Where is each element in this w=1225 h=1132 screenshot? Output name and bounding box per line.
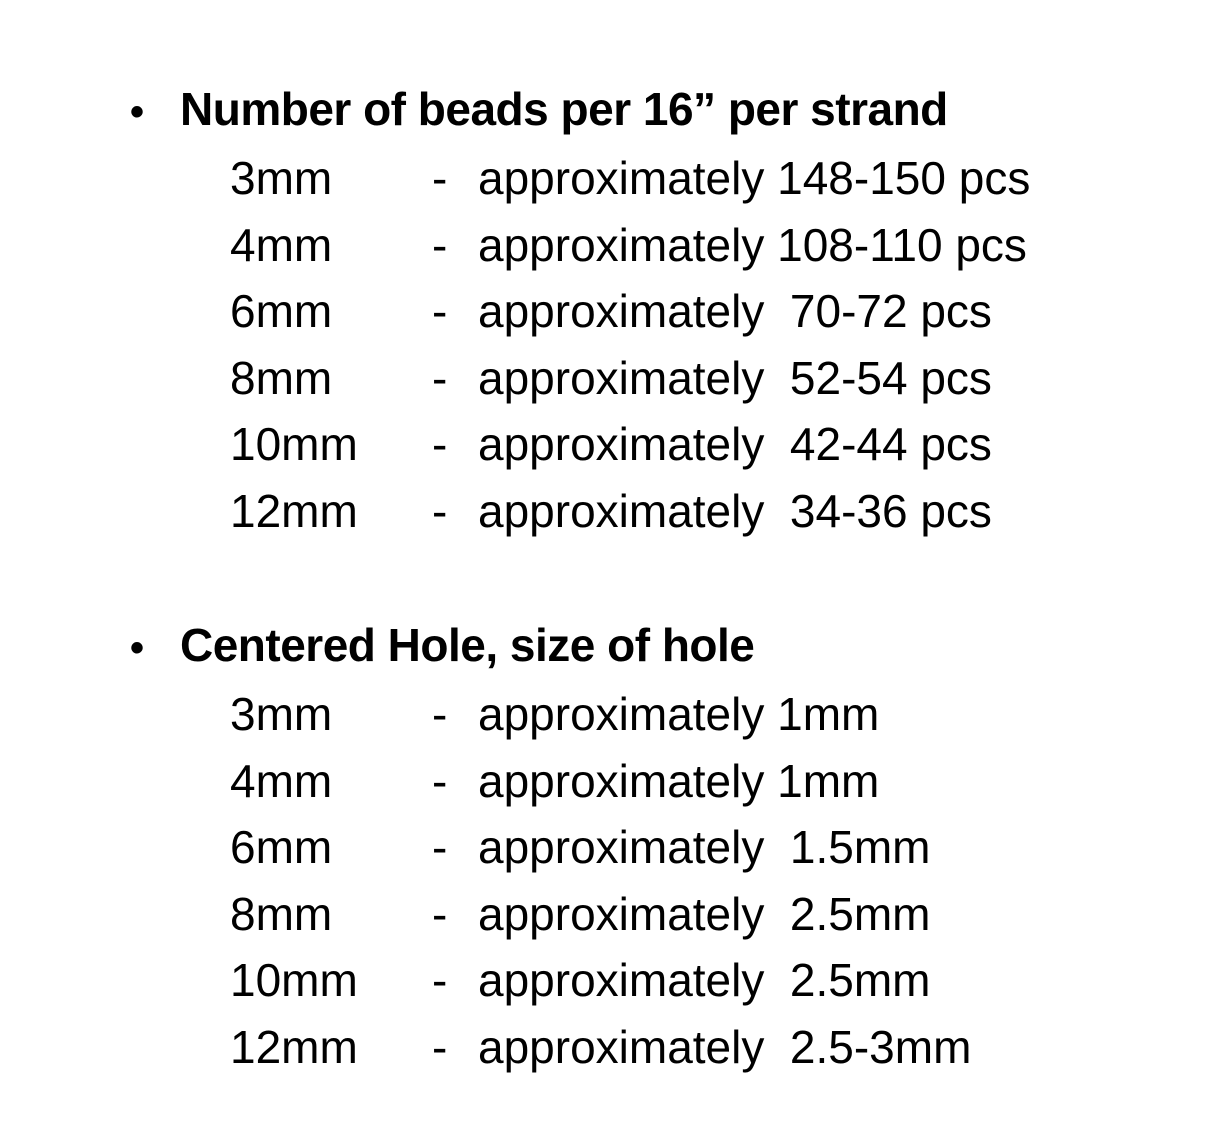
value-cell: approximately 2.5mm (478, 954, 931, 1006)
value-cell: approximately 52-54 pcs (478, 351, 992, 404)
value-cell: approximately 1mm (478, 688, 880, 740)
dash-separator: - (432, 418, 448, 470)
bead-size-cell: 8mm (230, 351, 333, 404)
bead-size-cell: 3mm (230, 688, 333, 740)
table-row (230, 681, 1225, 748)
table-row (230, 881, 1225, 948)
bead-size-cell: 12mm (230, 1020, 358, 1073)
dash-separator: - (432, 887, 448, 940)
table-row (230, 748, 1225, 815)
dash-separator: - (432, 351, 448, 404)
table-row (230, 478, 1225, 545)
bead-size-cell: 3mm (230, 152, 333, 204)
table-row (230, 145, 1225, 212)
hole-rows (230, 681, 1225, 1080)
table-row (230, 1014, 1225, 1081)
dash-separator: - (432, 1020, 448, 1073)
bead-size-cell: 6mm (230, 285, 333, 337)
dash-separator: - (432, 218, 448, 271)
bead-size-cell: 10mm (230, 418, 358, 470)
value-cell: approximately 1mm (478, 754, 880, 807)
value-cell: approximately 34-36 pcs (478, 484, 992, 537)
bead-size-cell: 4mm (230, 218, 333, 271)
bead-size-cell: 8mm (230, 887, 333, 940)
value-cell: approximately 108-110 pcs (478, 218, 1027, 271)
value-cell: approximately 1.5mm (478, 821, 931, 873)
value-cell: approximately 148-150 pcs (478, 152, 1031, 204)
value-cell: approximately 2.5-3mm (478, 1020, 972, 1073)
bead-size-cell: 12mm (230, 484, 358, 537)
section-heading-line (130, 612, 1225, 681)
dash-separator: - (432, 152, 448, 204)
dash-separator: - (432, 688, 448, 740)
table-row (230, 814, 1225, 881)
section-centered-hole (130, 612, 1225, 1080)
table-row (230, 278, 1225, 345)
value-cell: approximately 2.5mm (478, 887, 931, 940)
bullet-icon: • (130, 90, 145, 134)
bead-size-cell: 6mm (230, 821, 333, 873)
beads-rows (230, 145, 1225, 544)
section-heading: Centered Hole, size of hole (180, 619, 755, 671)
section-heading: Number of beads per 16” per strand (180, 83, 948, 135)
table-row (230, 947, 1225, 1014)
table-row (230, 212, 1225, 279)
dash-separator: - (432, 821, 448, 873)
dash-separator: - (432, 484, 448, 537)
value-cell: approximately 70-72 pcs (478, 285, 992, 337)
section-beads-per-strand (130, 76, 1225, 544)
bead-size-cell: 10mm (230, 954, 358, 1006)
value-cell: approximately 42-44 pcs (478, 418, 992, 470)
section-heading-line (130, 76, 1225, 145)
dash-separator: - (432, 954, 448, 1006)
bullet-icon: • (130, 626, 145, 670)
bead-size-cell: 4mm (230, 754, 333, 807)
dash-separator: - (432, 754, 448, 807)
table-row (230, 411, 1225, 478)
dash-separator: - (432, 285, 448, 337)
table-row (230, 345, 1225, 412)
